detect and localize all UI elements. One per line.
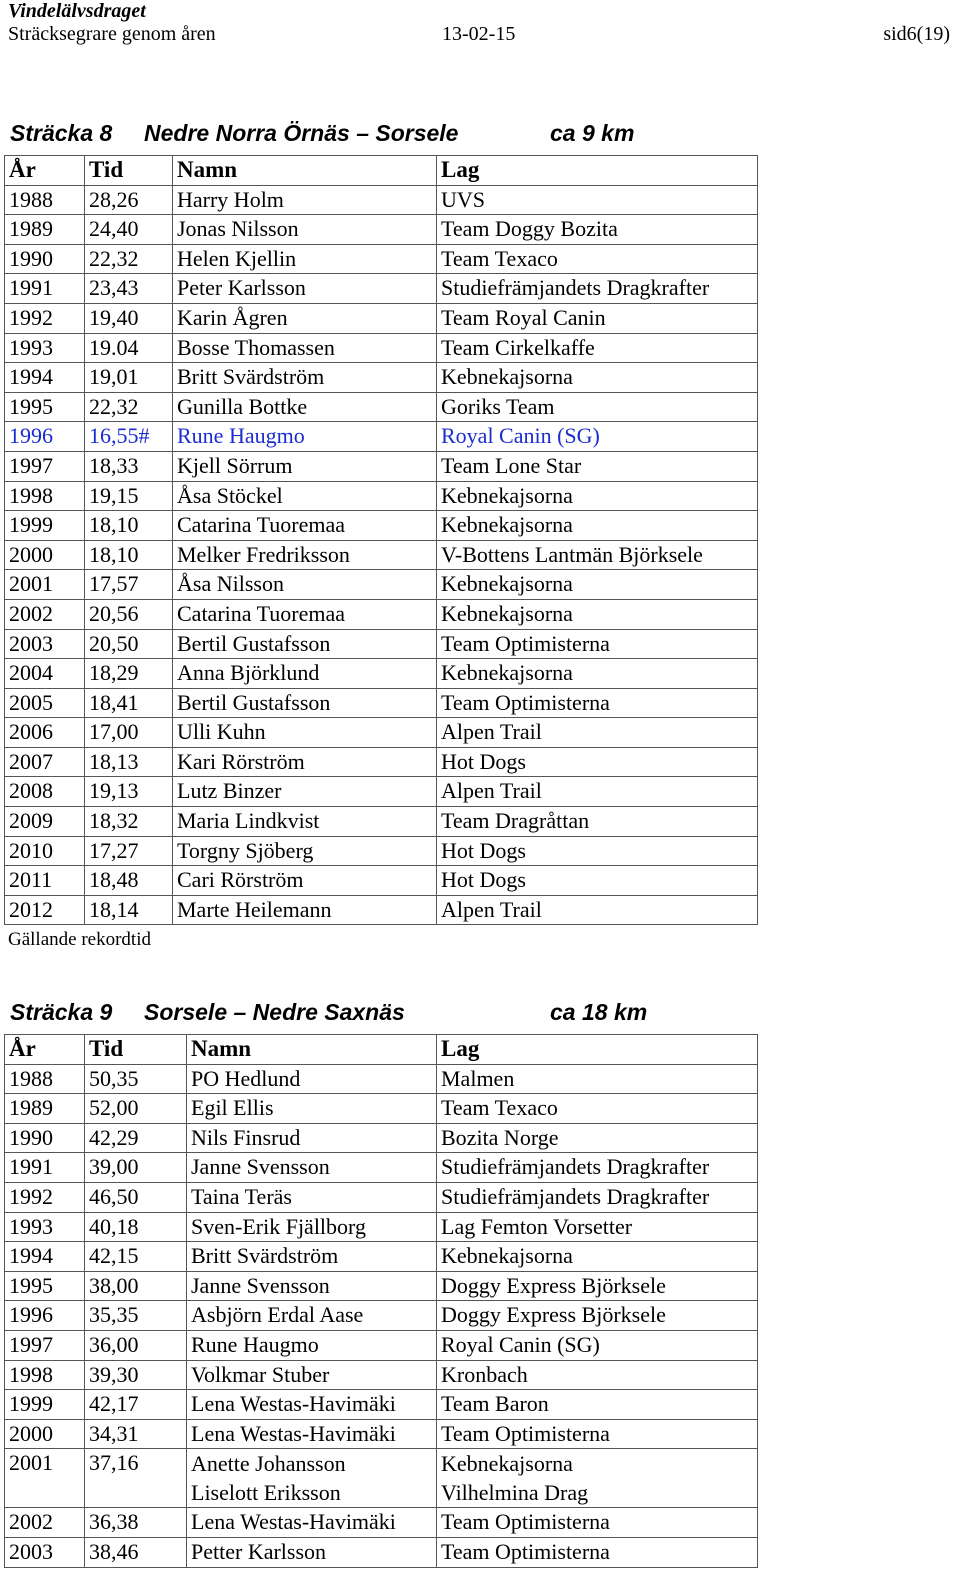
cell-name: Sven-Erik Fjällborg (187, 1212, 437, 1242)
cell-year: 1993 (5, 333, 85, 363)
cell-team: Studiefrämjandets Dragkrafter (437, 274, 758, 304)
table-row (5, 451, 758, 481)
page-number: sid6(19) (883, 23, 950, 45)
cell-year: 2001 (5, 1449, 85, 1508)
cell-year: 2011 (5, 866, 85, 896)
stage8-rows (5, 185, 758, 925)
table-row (5, 688, 758, 718)
cell-name: Peter Karlsson (173, 274, 437, 304)
stage8-label: Sträcka 8 (10, 120, 113, 146)
cell-time: 42,15 (85, 1242, 187, 1272)
table-row (5, 1242, 758, 1272)
cell-name: Petter Karlsson (187, 1537, 437, 1567)
cell-team: Team Baron (437, 1390, 758, 1420)
cell-team: Alpen Trail (437, 718, 758, 748)
cell-year: 1989 (5, 215, 85, 245)
cell-team: Kebnekajsorna (437, 363, 758, 393)
cell-name: Taina Teräs (187, 1182, 437, 1212)
cell-team: Team Doggy Bozita (437, 215, 758, 245)
table-row (5, 244, 758, 274)
cell-year: 2000 (5, 1419, 85, 1449)
cell-name: Kjell Sörrum (173, 451, 437, 481)
cell-name: Catarina Tuoremaa (173, 599, 437, 629)
cell-year: 2012 (5, 895, 85, 925)
cell-year: 1993 (5, 1212, 85, 1242)
table-row (5, 1271, 758, 1301)
table-row (5, 1301, 758, 1331)
cell-name: Bosse Thomassen (173, 333, 437, 363)
table-row (5, 363, 758, 393)
cell-year: 1991 (5, 1153, 85, 1183)
cell-time: 39,00 (85, 1153, 187, 1183)
cell-name: Torgny Sjöberg (173, 836, 437, 866)
cell-name: Åsa Nilsson (173, 570, 437, 600)
cell-name: Britt Svärdström (173, 363, 437, 393)
cell-team: Team Optimisterna (437, 1508, 758, 1538)
document-title: Vindelälvsdraget (8, 0, 146, 22)
cell-name: Asbjörn Erdal Aase (187, 1301, 437, 1331)
cell-name: Åsa Stöckel (173, 481, 437, 511)
cell-team-line2: Vilhelmina Drag (441, 1480, 589, 1506)
document-date: 13-02-15 (442, 23, 516, 45)
cell-name: Egil Ellis (187, 1094, 437, 1124)
cell-time: 39,30 (85, 1360, 187, 1390)
cell-year: 1997 (5, 1330, 85, 1360)
cell-team: Alpen Trail (437, 777, 758, 807)
cell-name: Harry Holm (173, 185, 437, 215)
table-row (5, 1419, 758, 1449)
cell-time: 36,00 (85, 1330, 187, 1360)
cell-team: Goriks Team (437, 392, 758, 422)
cell-name: Karin Ågren (173, 303, 437, 333)
cell-team: Royal Canin (SG) (437, 422, 758, 452)
cell-name: Melker Fredriksson (173, 540, 437, 570)
cell-year: 2010 (5, 836, 85, 866)
table-row (5, 599, 758, 629)
table-row (5, 1449, 758, 1508)
cell-name: Kari Rörström (173, 747, 437, 777)
cell-time: 38,46 (85, 1537, 187, 1567)
cell-year: 2006 (5, 718, 85, 748)
table-row (5, 895, 758, 925)
cell-year: 1992 (5, 1182, 85, 1212)
cell-team: Team Texaco (437, 244, 758, 274)
col-team-header: Lag (437, 1035, 758, 1065)
cell-time: 42,29 (85, 1123, 187, 1153)
cell-year: 1988 (5, 185, 85, 215)
cell-time: 17,57 (85, 570, 173, 600)
cell-time: 35,35 (85, 1301, 187, 1331)
table-row (5, 1153, 758, 1183)
cell-year: 1990 (5, 244, 85, 274)
table-row (5, 807, 758, 837)
cell-time: 19,13 (85, 777, 173, 807)
stage8-table (4, 155, 758, 925)
table-row (5, 777, 758, 807)
cell-year: 1997 (5, 451, 85, 481)
cell-time: 46,50 (85, 1182, 187, 1212)
col-name-header: Namn (173, 156, 437, 186)
cell-name: Janne Svensson (187, 1271, 437, 1301)
cell-team: Doggy Express Björksele (437, 1271, 758, 1301)
cell-time: 17,00 (85, 718, 173, 748)
cell-name-line1: Anette Johansson (191, 1451, 346, 1477)
cell-name: PO Hedlund (187, 1064, 437, 1094)
cell-time: 40,18 (85, 1212, 187, 1242)
table-header-row (5, 156, 758, 186)
cell-year: 1992 (5, 303, 85, 333)
cell-time: 18,10 (85, 511, 173, 541)
stage9-route: Sorsele – Nedre Saxnäs (144, 999, 405, 1025)
cell-year: 1998 (5, 1360, 85, 1390)
cell-year: 1995 (5, 1271, 85, 1301)
cell-team: Bozita Norge (437, 1123, 758, 1153)
cell-team: Hot Dogs (437, 747, 758, 777)
table-row (5, 1508, 758, 1538)
cell-team: Studiefrämjandets Dragkrafter (437, 1182, 758, 1212)
cell-name: Lena Westas-Havimäki (187, 1419, 437, 1449)
stage8-distance: ca 9 km (550, 120, 635, 146)
cell-time: 36,38 (85, 1508, 187, 1538)
cell-team: Team Dragråttan (437, 807, 758, 837)
cell-year: 1988 (5, 1064, 85, 1094)
stage9-distance: ca 18 km (550, 999, 648, 1025)
col-year-header: År (5, 156, 85, 186)
cell-team: Lag Femton Vorsetter (437, 1212, 758, 1242)
cell-name: Janne Svensson (187, 1153, 437, 1183)
table-row (5, 718, 758, 748)
table-row (5, 303, 758, 333)
table-row (5, 1123, 758, 1153)
table-row (5, 629, 758, 659)
cell-year: 2003 (5, 1537, 85, 1567)
cell-team: Kebnekajsorna (437, 1242, 758, 1272)
cell-team: Doggy Express Björksele (437, 1301, 758, 1331)
cell-team: Team Optimisterna (437, 629, 758, 659)
table-row (5, 1182, 758, 1212)
cell-time: 52,00 (85, 1094, 187, 1124)
cell-team-line1: Kebnekajsorna (441, 1451, 573, 1477)
cell-name: Rune Haugmo (187, 1330, 437, 1360)
table-row (5, 511, 758, 541)
table-row (5, 1330, 758, 1360)
cell-team: Team Cirkelkaffe (437, 333, 758, 363)
table-row (5, 1537, 758, 1567)
table-row (5, 1360, 758, 1390)
cell-team: Hot Dogs (437, 836, 758, 866)
cell-year: 2009 (5, 807, 85, 837)
cell-year: 2005 (5, 688, 85, 718)
cell-time: 18,14 (85, 895, 173, 925)
cell-team: Kebnekajsorna (437, 599, 758, 629)
cell-time: 18,29 (85, 659, 173, 689)
cell-team: Kronbach (437, 1360, 758, 1390)
cell-time: 18,13 (85, 747, 173, 777)
table-row (5, 570, 758, 600)
table-row (5, 481, 758, 511)
cell-time: 50,35 (85, 1064, 187, 1094)
cell-year: 1990 (5, 1123, 85, 1153)
document-subtitle: Sträcksegrare genom åren (8, 23, 216, 45)
cell-name: Bertil Gustafsson (173, 688, 437, 718)
table-row (5, 392, 758, 422)
cell-team: V-Bottens Lantmän Björksele (437, 540, 758, 570)
cell-year: 2001 (5, 570, 85, 600)
cell-time: 42,17 (85, 1390, 187, 1420)
cell-name: Rune Haugmo (173, 422, 437, 452)
table-row (5, 1212, 758, 1242)
cell-time: 34,31 (85, 1419, 187, 1449)
cell-time: 18,10 (85, 540, 173, 570)
stage9-rows (5, 1064, 758, 1567)
cell-name: Lena Westas-Havimäki (187, 1508, 437, 1538)
cell-name: Bertil Gustafsson (173, 629, 437, 659)
cell-time: 22,32 (85, 392, 173, 422)
record-note: Gällande rekordtid (8, 929, 151, 950)
cell-team: Team Royal Canin (437, 303, 758, 333)
cell-time: 19,15 (85, 481, 173, 511)
cell-year: 2002 (5, 1508, 85, 1538)
cell-year: 1996 (5, 1301, 85, 1331)
stage9-label: Sträcka 9 (10, 999, 113, 1025)
cell-name: Lutz Binzer (173, 777, 437, 807)
table-row (5, 1390, 758, 1420)
cell-name: Volkmar Stuber (187, 1360, 437, 1390)
cell-time: 24,40 (85, 215, 173, 245)
cell-name: Gunilla Bottke (173, 392, 437, 422)
cell-year: 1999 (5, 1390, 85, 1420)
cell-name: Catarina Tuoremaa (173, 511, 437, 541)
table-row (5, 659, 758, 689)
table-row (5, 274, 758, 304)
cell-time: 28,26 (85, 185, 173, 215)
table-row (5, 215, 758, 245)
col-team-header: Lag (437, 156, 758, 186)
cell-name: Lena Westas-Havimäki (187, 1390, 437, 1420)
cell-year: 2004 (5, 659, 85, 689)
cell-team: Kebnekajsorna (437, 481, 758, 511)
table-row (5, 1064, 758, 1094)
cell-team: Team Optimisterna (437, 688, 758, 718)
cell-year: 2003 (5, 629, 85, 659)
cell-year: 1994 (5, 363, 85, 393)
cell-team: Team Texaco (437, 1094, 758, 1124)
cell-year: 1999 (5, 511, 85, 541)
cell-team: Alpen Trail (437, 895, 758, 925)
cell-time: 16,55# (85, 422, 173, 452)
cell-name: Helen Kjellin (173, 244, 437, 274)
cell-year: 2008 (5, 777, 85, 807)
cell-year: 1994 (5, 1242, 85, 1272)
cell-name (187, 1449, 437, 1508)
cell-name: Britt Svärdström (187, 1242, 437, 1272)
table-row (5, 333, 758, 363)
cell-time: 20,56 (85, 599, 173, 629)
cell-team: Malmen (437, 1064, 758, 1094)
stage8-route: Nedre Norra Örnäs – Sorsele (144, 120, 459, 146)
table-row (5, 185, 758, 215)
cell-team: Team Lone Star (437, 451, 758, 481)
cell-time: 19,40 (85, 303, 173, 333)
table-row (5, 540, 758, 570)
cell-year: 1996 (5, 422, 85, 452)
table-row (5, 422, 758, 452)
cell-name: Anna Björklund (173, 659, 437, 689)
col-time-header: Tid (85, 156, 173, 186)
table-row (5, 1094, 758, 1124)
cell-team: Team Optimisterna (437, 1537, 758, 1567)
cell-name: Cari Rörström (173, 866, 437, 896)
cell-team: Royal Canin (SG) (437, 1330, 758, 1360)
cell-team (437, 1449, 758, 1508)
cell-time: 17,27 (85, 836, 173, 866)
cell-time: 38,00 (85, 1271, 187, 1301)
cell-team: Team Optimisterna (437, 1419, 758, 1449)
table-row (5, 747, 758, 777)
cell-team: Kebnekajsorna (437, 659, 758, 689)
cell-year: 1998 (5, 481, 85, 511)
cell-time: 19.04 (85, 333, 173, 363)
cell-team: Studiefrämjandets Dragkrafter (437, 1153, 758, 1183)
cell-name-line2: Liselott Eriksson (191, 1480, 341, 1506)
table-row (5, 836, 758, 866)
cell-time: 18,33 (85, 451, 173, 481)
cell-team: Kebnekajsorna (437, 570, 758, 600)
cell-name: Ulli Kuhn (173, 718, 437, 748)
cell-time: 37,16 (85, 1449, 187, 1508)
cell-name: Maria Lindkvist (173, 807, 437, 837)
cell-time: 18,41 (85, 688, 173, 718)
cell-time: 23,43 (85, 274, 173, 304)
cell-name: Marte Heilemann (173, 895, 437, 925)
cell-team: Kebnekajsorna (437, 511, 758, 541)
cell-time: 20,50 (85, 629, 173, 659)
cell-time: 18,32 (85, 807, 173, 837)
cell-year: 1995 (5, 392, 85, 422)
table-header-row (5, 1035, 758, 1065)
cell-year: 2002 (5, 599, 85, 629)
cell-team: UVS (437, 185, 758, 215)
stage9-table (4, 1034, 758, 1568)
cell-team: Hot Dogs (437, 866, 758, 896)
col-year-header: År (5, 1035, 85, 1065)
cell-time: 22,32 (85, 244, 173, 274)
col-time-header: Tid (85, 1035, 187, 1065)
cell-year: 1989 (5, 1094, 85, 1124)
cell-year: 2007 (5, 747, 85, 777)
cell-year: 2000 (5, 540, 85, 570)
col-name-header: Namn (187, 1035, 437, 1065)
cell-time: 18,48 (85, 866, 173, 896)
table-row (5, 866, 758, 896)
cell-year: 1991 (5, 274, 85, 304)
cell-time: 19,01 (85, 363, 173, 393)
cell-name: Nils Finsrud (187, 1123, 437, 1153)
cell-name: Jonas Nilsson (173, 215, 437, 245)
